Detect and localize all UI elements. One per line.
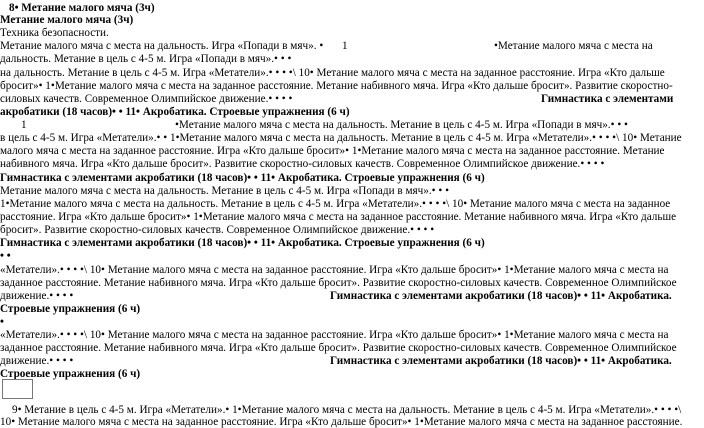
section-heading-line: Строевые упражнения (6 ч): [0, 303, 141, 315]
text-segment: •Метание малого мяча с места на: [494, 40, 653, 52]
text-line-16: 1•Метание малого мяча с места на дальность. Метание в цель с 4-5 м. Игра «Метатели».• • • •\ 10• Метание малого мяча с места на заданное: [0, 198, 671, 210]
text-segment: 1: [342, 40, 348, 52]
text-line-15: Метание малого мяча с места на дальность. Метание в цель с 4-5 м. Игра «Попади в мяч».• • •: [0, 185, 450, 197]
text-line-31: 10• Метание малого мяча с места на заданное расстояние. Игра «Кто дальше бросит»• 1•Метание малого мяча с места на заданное расстояние.: [0, 416, 683, 428]
text-line-5: дальность. Метание в цель с 4-5 м. Игра «Попади в мяч».• • •: [0, 53, 292, 65]
bullet-line: • •: [0, 250, 11, 262]
section-heading: Гимнастика с элементами акробатики (18 часов)• • 11• Акробатика.: [330, 355, 672, 367]
text-line-8: силовых качеств. Современное Олимпийское движение.• • • •: [0, 93, 293, 105]
heading-line-1: 8• Метание малого мяча (3ч): [9, 2, 155, 14]
text-line-12: малого мяча с места на заданное расстояние. Игра «Кто дальше бросит»• 1•Метание малого мяча с места на заданное расстояние. Метание: [0, 145, 665, 157]
bullet-line: •: [0, 316, 4, 328]
text-segment: •Метание малого мяча с места на дальность. Метание в цель с 4-5 м. Игра «Попади в мяч».• • •: [175, 119, 628, 131]
section-heading-line: акробатики (18 часов)• • 11• Акробатика. Строевые упражнения (6 ч): [0, 106, 350, 118]
text-line-26: «Метатели».• • • •\ 10• Метание малого мяча с места на заданное расстояние. Игра «Кто дальше бросит»• 1•Метание малого мяча с места на: [0, 329, 669, 341]
heading-line-2: Метание малого мяча (3ч): [0, 14, 134, 26]
text-line-18: бросит». Развитие скоростно-силовых качеств. Современное Олимпийское движение.• • • •: [0, 224, 435, 236]
text-line-21: «Метатели».• • • •\ 10• Метание малого мяча с места на заданное расстояние. Игра «Кто дальше бросит»• 1•Метание малого мяча с места на: [0, 264, 669, 276]
section-heading-line: Строевые упражнения (6 ч): [0, 368, 141, 380]
text-line-30: 9• Метание в цель с 4-5 м. Игра «Метатели».• 1•Метание малого мяча с места на дальность. Метание в цель с 4-5 м. Игра «Метатели».• • • •\: [12, 404, 682, 416]
text-line-27: заданное расстояние. Метание набивного мяча. Игра «Кто дальше бросит». Развитие скоростно-силовых качеств. Современное Олимпийское: [0, 342, 677, 354]
section-heading: Гимнастика с элементами акробатики (18 часов)• • 11• Акробатика.: [330, 290, 672, 302]
text-segment: 1: [21, 119, 27, 131]
section-heading-line: Гимнастика с элементами акробатики (18 часов)• • 11• Акробатика. Строевые упражнения (6 ч): [0, 237, 485, 249]
section-heading-line: Гимнастика с элементами акробатики (18 часов)• • 11• Акробатика. Строевые упражнения (6 ч): [0, 172, 485, 184]
text-line-11: в цель с 4-5 м. Игра «Метатели».• • 1•Метание малого мяча с места на дальность. Метание в цель с 4-5 м. Игра «Метатели».• • • •\ 10• Метание: [0, 132, 682, 144]
text-line-17: расстояние. Игра «Кто дальше бросит»• 1•Метание малого мяча с места на заданное расстояние. Метание набивного мяча. Игра «Кто дальше: [0, 211, 677, 223]
text-line-13: набивного мяча. Игра «Кто дальше бросит». Развитие скоростно-силовых качеств. Современное Олимпийское движение.• • • •: [0, 158, 605, 170]
section-heading: Гимнастика с элементами: [541, 93, 674, 105]
text-line-23: движение.• • • •: [0, 290, 74, 302]
text-line-22: заданное расстояние. Метание набивного мяча. Игра «Кто дальше бросит». Развитие скоростно-силовых качеств. Современное Олимпийское: [0, 277, 677, 289]
text-segment: Метание малого мяча с места на дальность. Игра «Попади в мяч». •: [0, 40, 324, 52]
text-line-28: движение.• • • •: [0, 355, 74, 367]
text-line-6: на дальность. Метание в цель с 4-5 м. Игра «Метатели».• • • •\ 10• Метание малого мяча с места на заданное расстояние. Игра «Кто дальше: [0, 67, 665, 79]
text-line-7: бросит»• 1•Метание малого мяча с места на заданное расстояние. Метание набивного мяча. Игра «Кто дальше бросит». Развитие скоростно-: [0, 80, 673, 92]
empty-box: [2, 379, 33, 399]
text-line-3: Техника безопасности.: [0, 27, 109, 39]
